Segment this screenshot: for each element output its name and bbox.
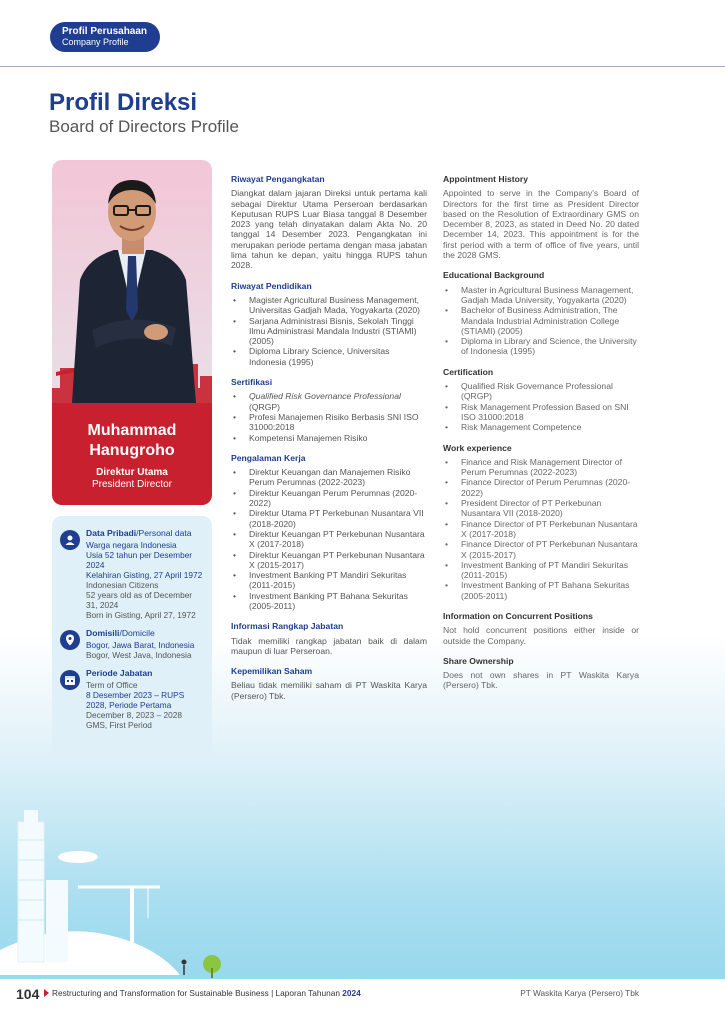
director-position-id: Direktur Utama <box>96 467 168 478</box>
concurrent-text-id: Tidak memiliki rangkap jabatan baik di dalam maupun di luar Perseroan. <box>231 635 427 656</box>
appointment-title-en: Appointment History <box>443 174 528 184</box>
personal-data-title: Data Pribadi <box>86 528 137 538</box>
domicile-row <box>60 628 204 660</box>
list-item: • Direktur Keuangan Perum Perumnas (2020-2022) <box>231 488 427 509</box>
personal-info-box <box>52 516 212 762</box>
list-item: • Direktur Keuangan PT Perkebunan Nusantara X (2017-2018) <box>231 529 427 550</box>
domicile-en: Bogor, West Java, Indonesia <box>86 650 192 660</box>
director-position-en: President Director <box>91 479 173 490</box>
page-subtitle: Board of Directors Profile <box>49 117 239 136</box>
experience-title-en: Work experience <box>443 442 512 453</box>
ownership-text-en: Does not own shares in PT Waskita Karya (Persero) Tbk. <box>443 670 639 691</box>
list-item: • Qualified Risk Governance Professional (QRGP) <box>443 381 639 402</box>
footer-year: 2024 <box>342 988 361 998</box>
certification-list-id <box>231 391 427 442</box>
list-item: • Sarjana Administrasi Bisnis, Sekolah Tinggi Ilmu Administrasi Mandala Industri (STIAMI) (2005) <box>231 316 427 347</box>
list-item: • Profesi Manajemen Risiko Berbasis SNI ISO 31000:2018 <box>231 412 427 433</box>
list-item: • President Director of PT Perkebunan Nusantara VII (2018-2020) <box>443 498 639 519</box>
ownership-title-id: Kepemilikan Saham <box>231 666 313 677</box>
education-list-en <box>443 285 639 357</box>
director-first-name: Muhammad <box>87 422 177 439</box>
list-item: • Master in Agricultural Business Management, Gadjah Mada University, Yogyakarta (2020) <box>443 285 639 306</box>
header-divider <box>0 66 725 67</box>
city-illustration <box>0 800 240 980</box>
section-label-en: Company Profile <box>62 37 129 47</box>
concurrent-text-en: Not hold concurrent positions either inside or outside the Company. <box>443 625 639 646</box>
certification-title-en: Certification <box>443 366 494 377</box>
list-item: • Finance Director of PT Perkebunan Nusantara X (2017-2018) <box>443 519 639 540</box>
certification-qrgp-id: Qualified Risk Governance Professional <box>249 391 401 402</box>
education-title-id: Riwayat Pendidikan <box>231 280 312 291</box>
list-item: • Risk Management Competence <box>443 422 639 432</box>
list-item: • Diploma Library Science, Universitas Indonesia (1995) <box>231 346 427 367</box>
director-photo <box>52 160 212 403</box>
age-id: Usia 52 tahun per Desember 2024 <box>86 550 193 570</box>
citizen-en: Indonesian Citizens <box>86 580 159 590</box>
birth-id: Kelahiran Gisting, 27 April 1972 <box>86 570 203 580</box>
term-en: December 8, 2023 – 2028 GMS, First Period <box>86 710 182 730</box>
section-badge <box>50 22 160 52</box>
list-item: • Magister Agricultural Business Management, Universitas Gadjah Mada, Yogyakarta (2020) <box>231 295 427 316</box>
indonesian-column <box>231 174 427 701</box>
footer-company: PT Waskita Karya (Persero) Tbk <box>520 988 639 998</box>
list-item: • Risk Management Profession Based on SNI ISO 31000:2018 <box>443 402 639 423</box>
section-label-id: Profil Perusahaan <box>62 26 148 37</box>
list-item: • Finance and Risk Management Director of Perum Perumnas (2022-2023) <box>443 457 639 478</box>
certification-title-id: Sertifikasi <box>231 377 273 388</box>
footer-arrow-icon <box>44 989 49 997</box>
list-item: • Diploma in Library and Science, the University of Indonesia (1995) <box>443 336 639 357</box>
director-name-box <box>52 403 212 505</box>
footer <box>0 979 725 1024</box>
director-last-name: Hanugroho <box>89 442 175 459</box>
page-number: 104 <box>16 986 40 1002</box>
personal-data-title-en: /Personal data <box>136 528 192 538</box>
citizen-id: Warga negara Indonesia <box>86 540 177 550</box>
footer-theme-text: Restructuring and Transformation for Sustainable Business <box>52 988 269 998</box>
list-item: • Direktur Keuangan dan Manajemen Risiko Perum Perumnas (2022-2023) <box>231 467 427 488</box>
footer-separator: | Laporan Tahunan <box>268 988 343 998</box>
age-en: 52 years old as of December 31, 2024 <box>86 590 193 610</box>
appointment-text-id: Diangkat dalam jajaran Direksi untuk pertama kali sebagai Direktur Utama Perseroan berdasarkan Keputusan RUPS Luar Biasa tanggal 8 Desember 2023 yang telah dinyatakan dalam Akta No. 20 tanggal 14 Desember 2023. Pengangkatan ini merupakan periode pertama dengan masa jabatan lima tahun ke depan, yaitu hingga RUPS tahun 2028. <box>231 188 427 271</box>
certification-list-en <box>443 381 639 432</box>
english-column <box>443 174 639 691</box>
appointment-title-id: Riwayat Pengangkatan <box>231 174 325 184</box>
list-item: • Direktur Utama PT Perkebunan Nusantara VII (2018-2020) <box>231 508 427 529</box>
experience-list-id <box>231 467 427 611</box>
profile-card <box>52 160 212 505</box>
domicile-title: Domisili <box>86 628 120 638</box>
education-title-en: Educational Background <box>443 270 545 281</box>
domicile-title-en: /Domicile <box>119 628 155 638</box>
list-item <box>231 391 427 412</box>
education-list-id <box>231 295 427 367</box>
experience-title-id: Pengalaman Kerja <box>231 452 306 463</box>
personal-data-row <box>60 528 204 620</box>
term-title: Periode Jabatan <box>86 668 153 678</box>
appointment-text-en: Appointed to serve in the Company's Board of Directors for the first time as President Director based on the Resolution of Extraordinary GMS on December 8, 2023, as stated in Deed No. 20 dated December 14, 2023. This appointment is for the first period with a term of office of five years, until the 2028 GMS. <box>443 188 639 261</box>
ownership-text-id: Beliau tidak memiliki saham di PT Waskita Karya (Persero) Tbk. <box>231 680 427 701</box>
term-row <box>60 668 204 730</box>
certification-qrgp-abbr-id: (QRGP) <box>249 401 281 412</box>
list-item: • Kompetensi Manajemen Risiko <box>231 433 427 443</box>
person-card-icon <box>60 530 80 550</box>
footer-theme <box>52 988 361 998</box>
term-id: 8 Desember 2023 – RUPS 2028, Periode Pertama <box>86 690 185 710</box>
list-item: • Bachelor of Business Administration, The Mandala Industrial Administration College (STIAMI) (2005) <box>443 305 639 336</box>
list-item: • Investment Banking PT Bahana Sekuritas (2005-2011) <box>231 591 427 612</box>
experience-list-en <box>443 457 639 601</box>
page-title: Profil Direksi <box>49 89 198 116</box>
list-item: • Finance Director of PT Perkebunan Nusantara X (2015-2017) <box>443 539 639 560</box>
ownership-title-en: Share Ownership <box>443 655 514 666</box>
list-item: • Investment Banking PT Mandiri Sekuritas (2011-2015) <box>231 570 427 591</box>
list-item: • Investment Banking of PT Mandiri Sekuritas (2011-2015) <box>443 560 639 581</box>
list-item: • Investment Banking of PT Bahana Sekuritas (2005-2011) <box>443 580 639 601</box>
location-pin-icon <box>60 630 80 650</box>
concurrent-title-en: Information on Concurrent Positions <box>443 610 593 621</box>
calendar-icon <box>60 670 80 690</box>
term-title-en: Term of Office <box>86 680 138 690</box>
list-item: • Direktur Keuangan PT Perkebunan Nusantara X (2015-2017) <box>231 550 427 571</box>
domicile-id: Bogor, Jawa Barat, Indonesia <box>86 640 195 650</box>
birth-en: Born in Gisting, April 27, 1972 <box>86 610 196 620</box>
list-item: • Finance Director of Perum Perumnas (2020-2022) <box>443 477 639 498</box>
concurrent-title-id: Informasi Rangkap Jabatan <box>231 621 344 632</box>
